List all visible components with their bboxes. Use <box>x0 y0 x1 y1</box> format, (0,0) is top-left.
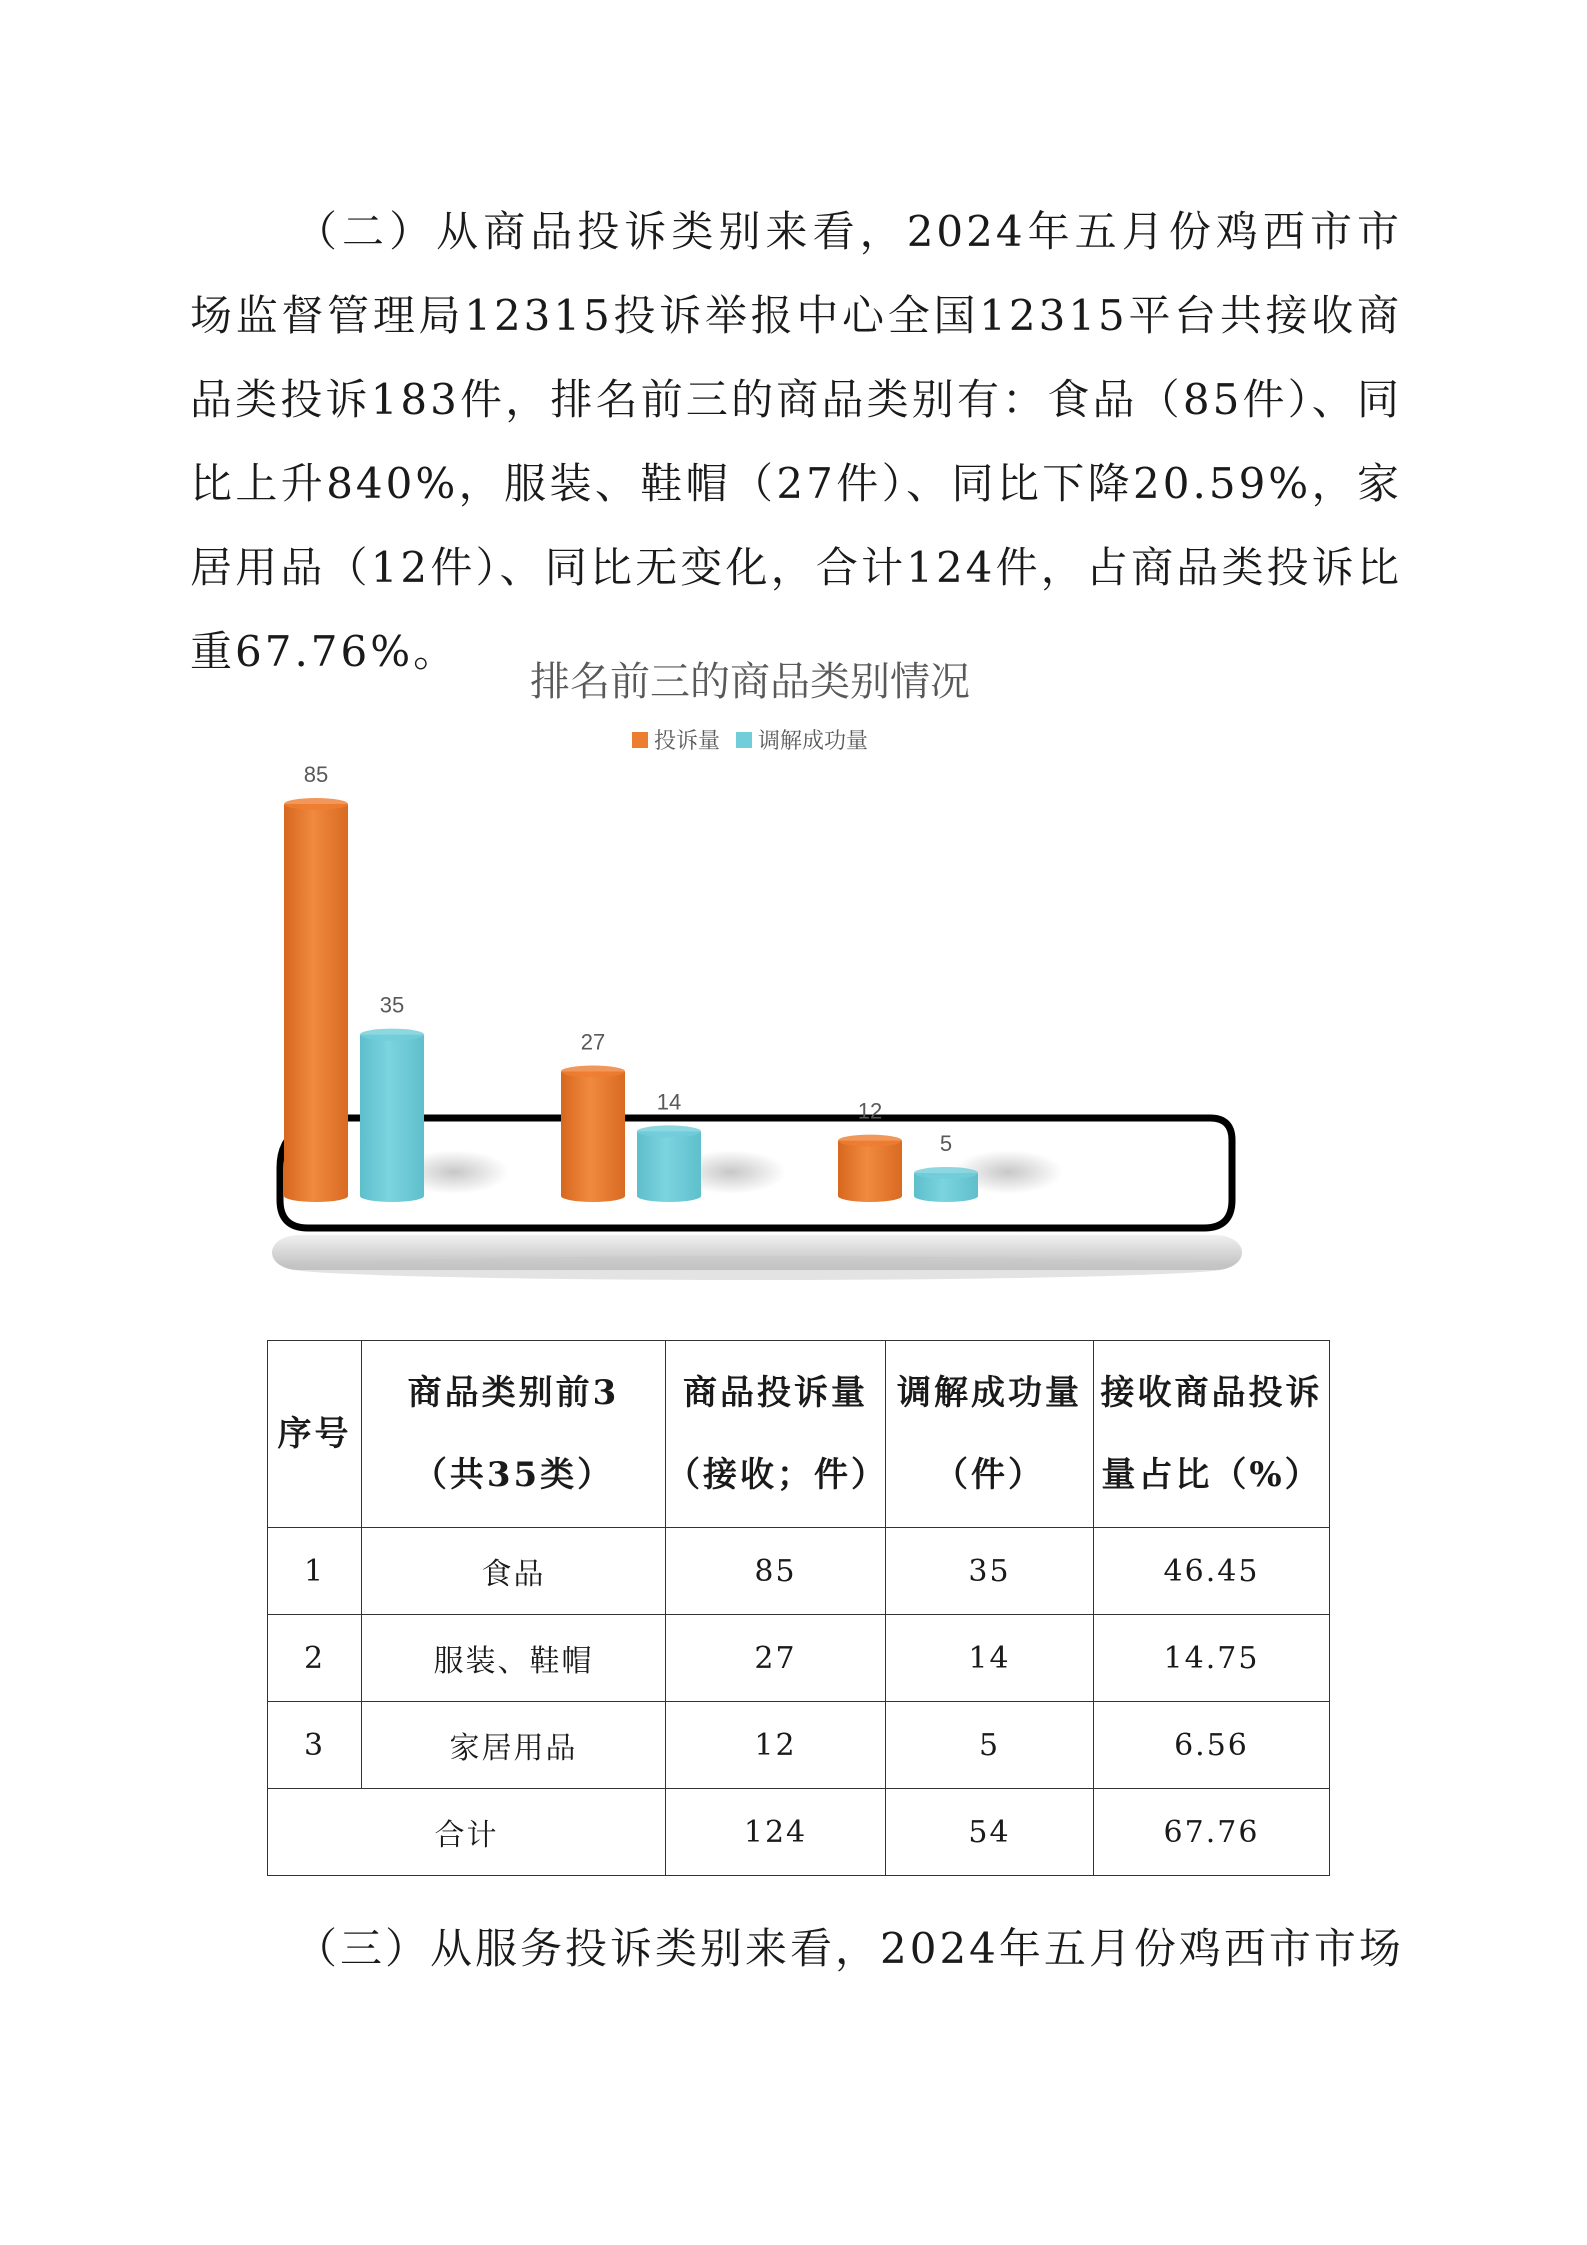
header-share: 接收商品投诉 量占比（%） <box>1094 1341 1330 1528</box>
bar-complaints-1 <box>284 804 348 1202</box>
table-row <box>268 1615 1330 1702</box>
bar-mediated-1 <box>360 1035 424 1202</box>
legend-swatch-complaints <box>632 732 648 748</box>
table-header-row <box>268 1341 1330 1528</box>
cell-total-label: 合计 <box>268 1789 666 1876</box>
data-label-complaints-2: 27 <box>580 1029 606 1055</box>
header-complaints: 商品投诉量 （接收；件） <box>666 1341 886 1528</box>
cell-share: 6.56 <box>1094 1702 1330 1789</box>
cell-total-mediated: 54 <box>886 1789 1094 1876</box>
commodity-chart <box>260 640 1320 1300</box>
bar-top-complaints-3 <box>838 1135 902 1147</box>
table-row <box>268 1528 1330 1615</box>
table-row <box>268 1702 1330 1789</box>
cell-complaints: 85 <box>666 1528 886 1615</box>
table-total-row <box>268 1789 1330 1876</box>
cell-index: 3 <box>268 1702 362 1789</box>
cell-mediated: 5 <box>886 1702 1094 1789</box>
cell-index: 1 <box>268 1528 362 1615</box>
chart-legend <box>632 729 868 754</box>
legend-swatch-mediated <box>736 732 752 748</box>
header-mediated: 调解成功量 （件） <box>886 1341 1094 1528</box>
data-label-mediated-3: 5 <box>939 1130 953 1156</box>
data-label-mediated-1: 35 <box>379 992 405 1018</box>
commodity-table <box>267 1340 1330 1876</box>
bar-complaints-2 <box>561 1071 625 1202</box>
cell-category: 服装、鞋帽 <box>362 1615 666 1702</box>
paragraph-commodity-complaints: （二）从商品投诉类别来看，2024年五月份鸡西市市场监督管理局12315投诉举报中心全国12315平台共接收商品类投诉183件，排名前三的商品类别有：食品（85件）、同比上升840%，服装、鞋帽（27件）、同比下降20.59%，家居用品（12件）、同比无变化，合计124件，占商品类投诉比重67.76%。 <box>190 207 1402 676</box>
data-label-complaints-3: 12 <box>857 1098 883 1124</box>
legend-label-mediated: 调解成功量 <box>758 729 869 754</box>
cell-total-share: 67.76 <box>1094 1789 1330 1876</box>
cell-category: 食品 <box>362 1528 666 1615</box>
bar-top-complaints-2 <box>561 1065 625 1077</box>
bar-top-mediated-3 <box>914 1167 978 1179</box>
cell-complaints: 27 <box>666 1615 886 1702</box>
header-index: 序号 <box>268 1341 362 1528</box>
bar-complaints-3 <box>838 1141 902 1202</box>
legend-label-complaints: 投诉量 <box>654 729 721 754</box>
paragraph-service-complaints: （三）从服务投诉类别来看，2024年五月份鸡西市市场 <box>295 1924 1404 1973</box>
cell-share: 46.45 <box>1094 1528 1330 1615</box>
cell-category: 家居用品 <box>362 1702 666 1789</box>
platform-shadow <box>287 1256 1227 1280</box>
cell-index: 2 <box>268 1615 362 1702</box>
cell-share: 14.75 <box>1094 1615 1330 1702</box>
header-category: 商品类别前3 （共35类） <box>362 1341 666 1528</box>
bar-top-mediated-1 <box>360 1029 424 1041</box>
bar-top-mediated-2 <box>637 1125 701 1137</box>
bar-mediated-2 <box>637 1131 701 1202</box>
chart-bars <box>284 762 1063 1202</box>
cell-mediated: 14 <box>886 1615 1094 1702</box>
cell-total-complaints: 124 <box>666 1789 886 1876</box>
bar-top-complaints-1 <box>284 798 348 810</box>
cell-mediated: 35 <box>886 1528 1094 1615</box>
data-label-mediated-2: 14 <box>656 1089 682 1115</box>
cell-complaints: 12 <box>666 1702 886 1789</box>
data-label-complaints-1: 85 <box>303 762 329 787</box>
chart-title: 排名前三的商品类别情况 <box>530 659 970 705</box>
